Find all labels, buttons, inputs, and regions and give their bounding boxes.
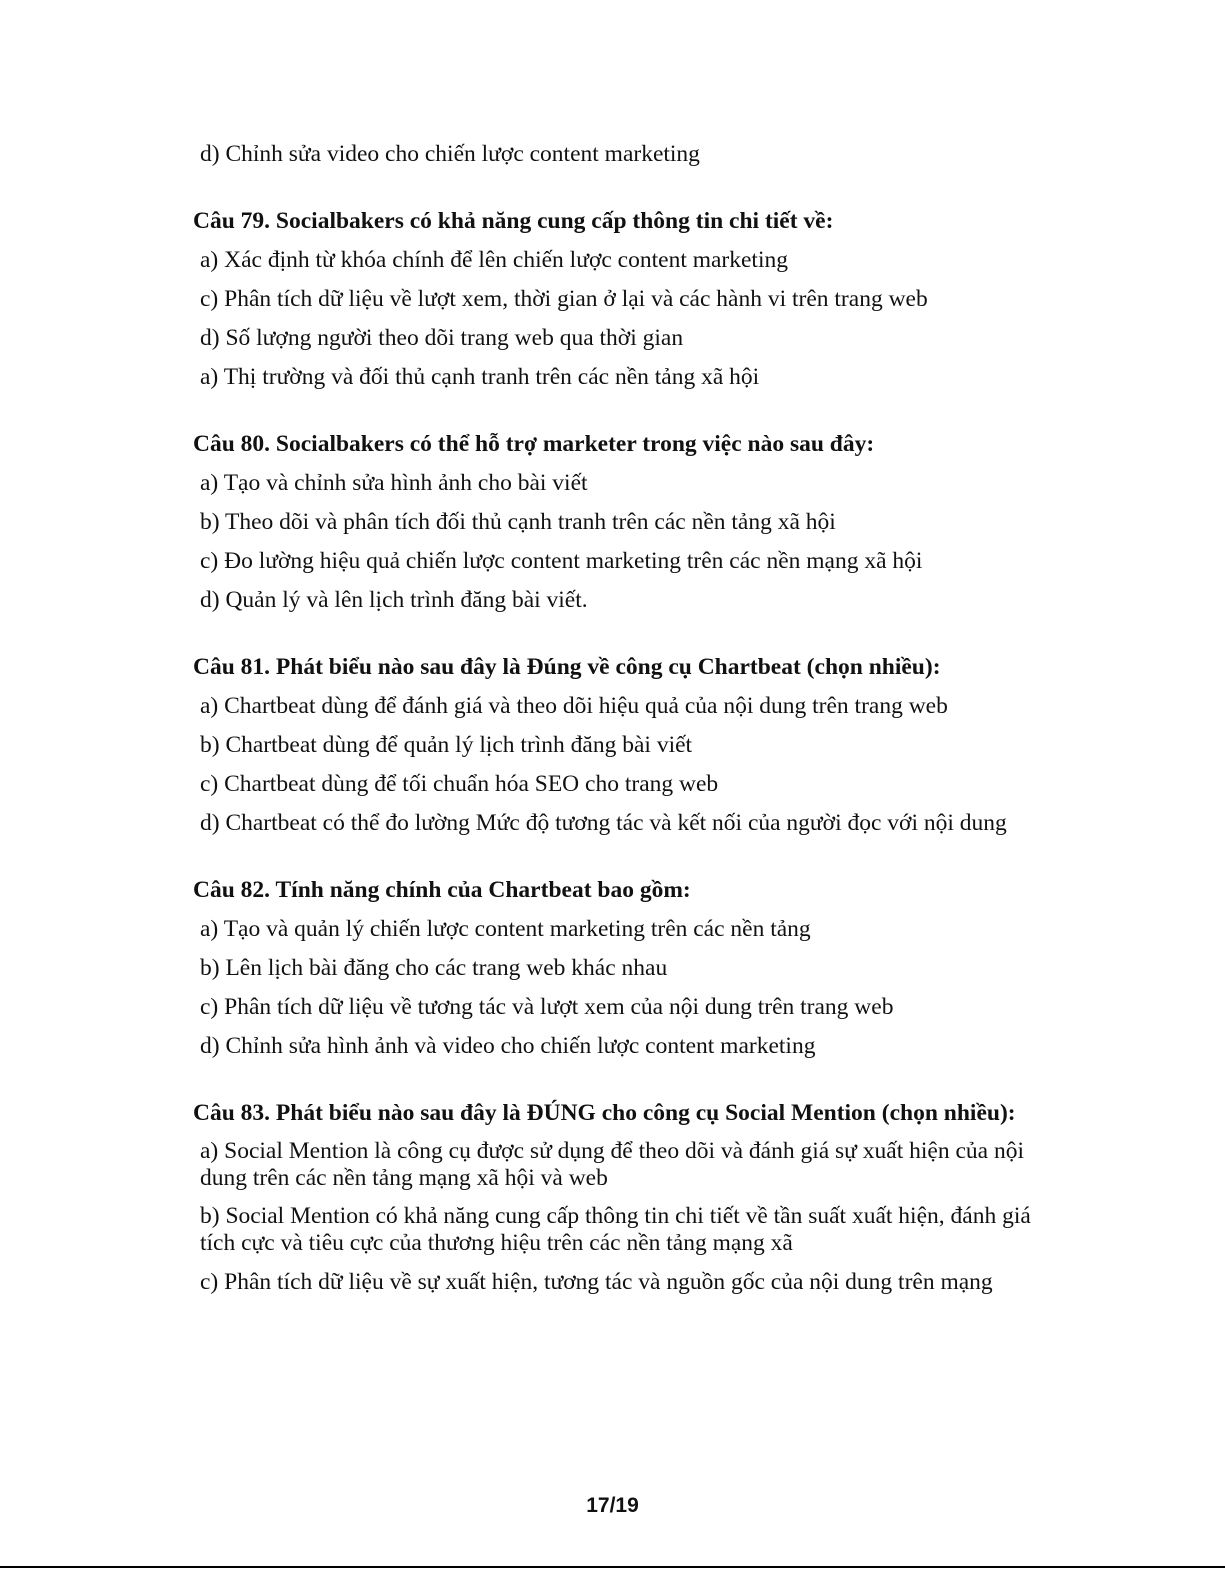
question-81 <box>193 653 1063 837</box>
answer-option: c) Phân tích dữ liệu về tương tác và lượt xem của nội dung trên trang web <box>200 994 894 1020</box>
answer-option: b) Lên lịch bài đăng cho các trang web khác nhau <box>200 955 668 981</box>
answer-option: d) Quản lý và lên lịch trình đăng bài viết. <box>200 587 588 613</box>
answer-option: a) Tạo và quản lý chiến lược content marketing trên các nền tảng <box>200 916 811 942</box>
question-79 <box>193 207 1063 391</box>
answer-option: d) Chartbeat có thể đo lường Mức độ tương tác và kết nối của người đọc với nội dung <box>200 810 1007 836</box>
answer-option: b) Social Mention có khả năng cung cấp thông tin chi tiết về tần suất xuất hiện, đánh giá tích cực và tiêu cực của thương hiệu trên các nền tảng mạng xã <box>200 1203 1031 1256</box>
question-title: Câu 83. Phát biểu nào sau đây là ĐÚNG cho công cụ Social Mention (chọn nhiều): <box>193 1100 1016 1126</box>
answer-option: c) Phân tích dữ liệu về lượt xem, thời gian ở lại và các hành vi trên trang web <box>200 286 928 312</box>
leading-option: d) Chỉnh sửa video cho chiến lược content marketing <box>200 141 700 167</box>
question-title: Câu 80. Socialbakers có thể hỗ trợ marketer trong việc nào sau đây: <box>193 431 875 457</box>
answer-option: c) Phân tích dữ liệu về sự xuất hiện, tương tác và nguồn gốc của nội dung trên mạng <box>200 1269 993 1295</box>
answer-option: c) Đo lường hiệu quả chiến lược content marketing trên các nền mạng xã hội <box>200 548 923 574</box>
answer-option: a) Xác định từ khóa chính để lên chiến lược content marketing <box>200 247 788 273</box>
document-body <box>193 140 1063 1335</box>
answer-option: a) Chartbeat dùng để đánh giá và theo dõi hiệu quả của nội dung trên trang web <box>200 693 948 719</box>
answer-option: a) Thị trường và đối thủ cạnh tranh trên các nền tảng xã hội <box>200 364 760 390</box>
answer-option: a) Tạo và chỉnh sửa hình ảnh cho bài viết <box>200 470 588 496</box>
question-title: Câu 79. Socialbakers có khả năng cung cấp thông tin chi tiết về: <box>193 208 834 234</box>
question-title: Câu 81. Phát biểu nào sau đây là Đúng về công cụ Chartbeat (chọn nhiều): <box>193 654 941 680</box>
answer-option: c) Chartbeat dùng để tối chuẩn hóa SEO cho trang web <box>200 771 719 797</box>
question-82 <box>193 876 1063 1060</box>
answer-option: d) Số lượng người theo dõi trang web qua thời gian <box>200 325 684 351</box>
answer-option: d) Chỉnh sửa hình ảnh và video cho chiến lược content marketing <box>200 1033 816 1059</box>
answer-option: a) Social Mention là công cụ được sử dụng để theo dõi và đánh giá sự xuất hiện của nội dung trên các nền tảng mạng xã hội và web <box>200 1138 1024 1191</box>
answer-option: b) Chartbeat dùng để quản lý lịch trình đăng bài viết <box>200 732 693 758</box>
answer-option: b) Theo dõi và phân tích đối thủ cạnh tranh trên các nền tảng xã hội <box>200 509 836 535</box>
question-83 <box>193 1099 1063 1296</box>
page-bottom-divider <box>0 1566 1225 1568</box>
question-80 <box>193 430 1063 614</box>
page-number: 17/19 <box>586 1494 639 1517</box>
question-title: Câu 82. Tính năng chính của Chartbeat bao gồm: <box>193 877 691 903</box>
leading-option-block <box>193 140 1063 168</box>
